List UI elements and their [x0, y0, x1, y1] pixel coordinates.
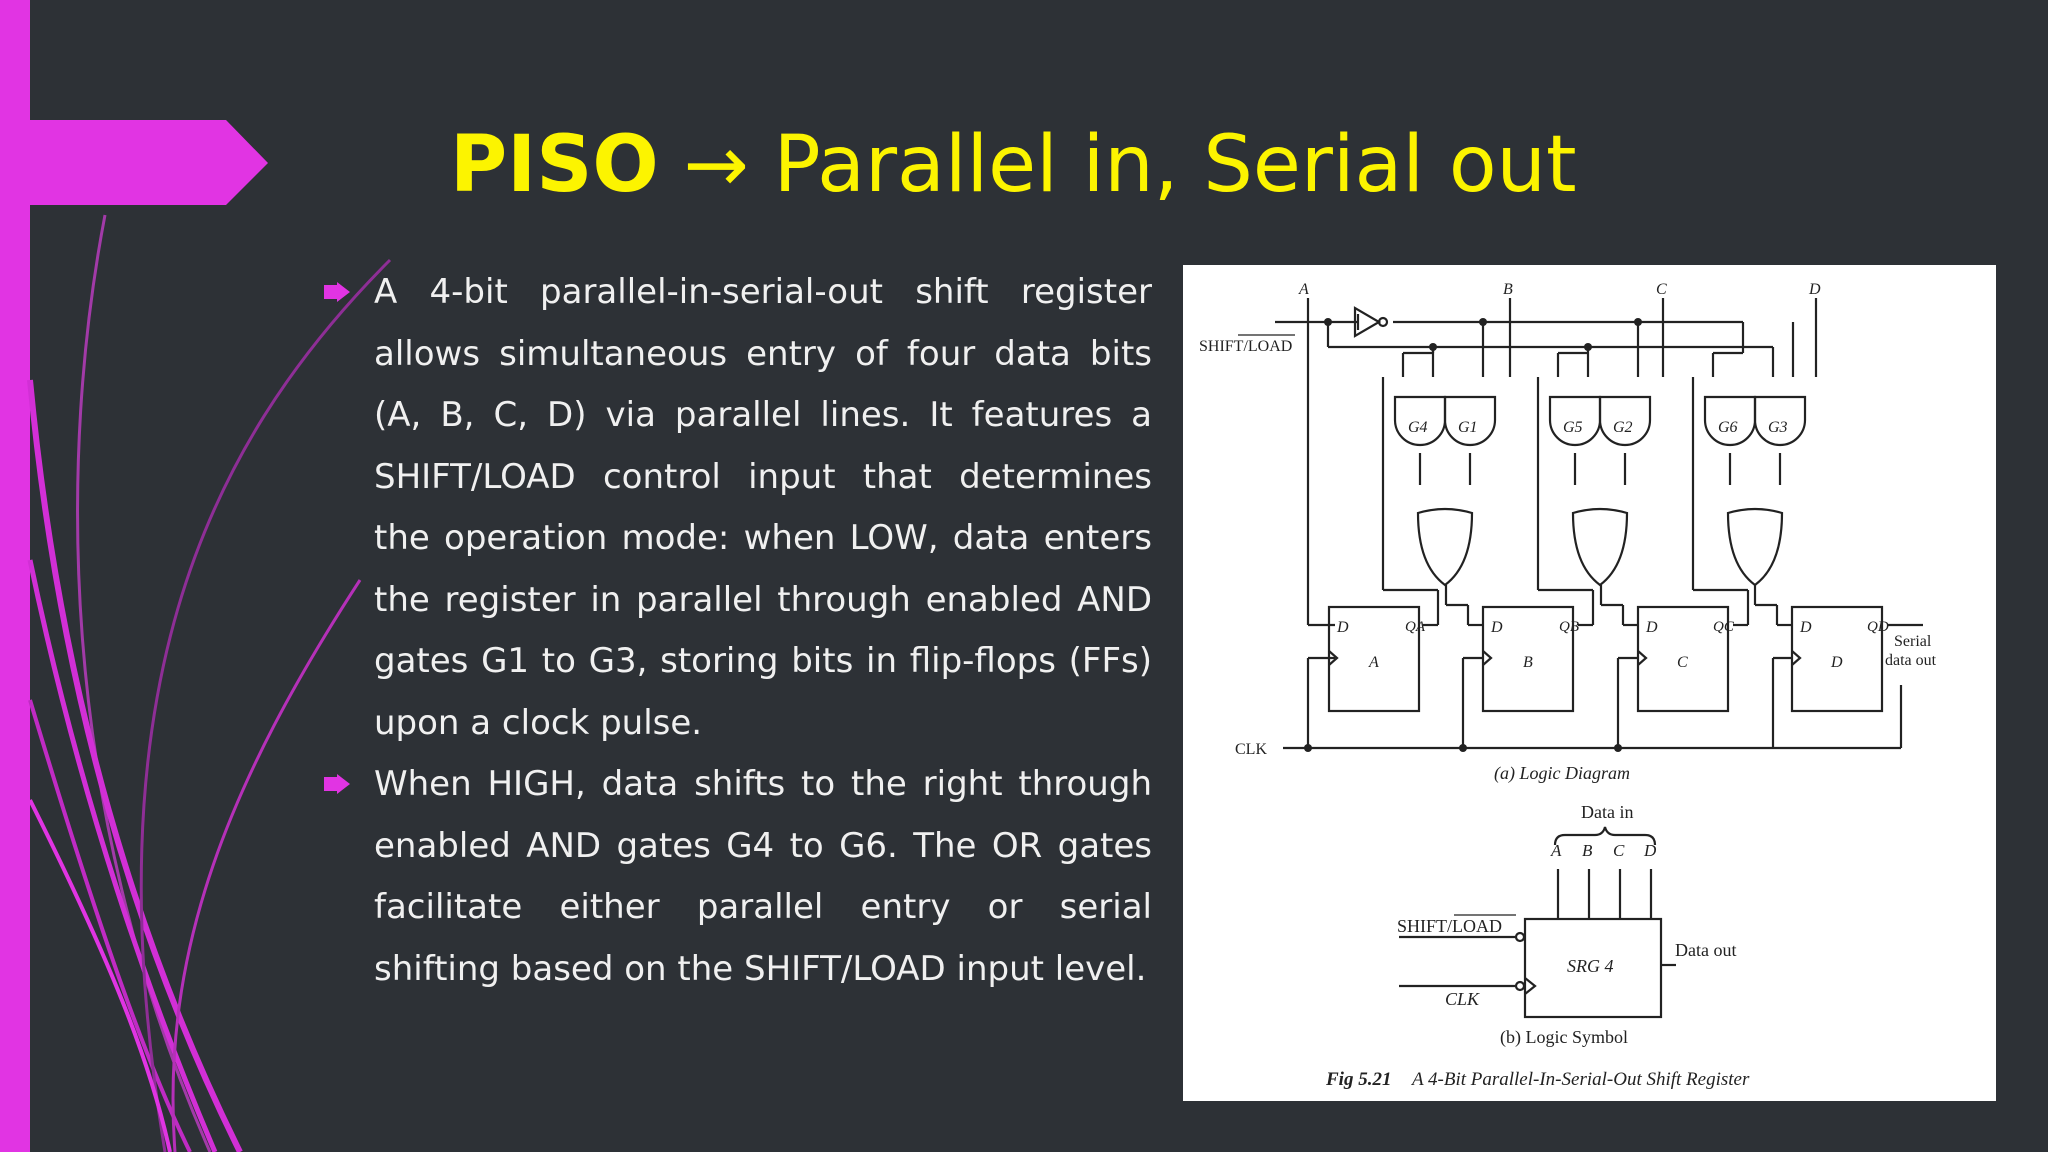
fig-caption: A 4-Bit Parallel-In-Serial-Out Shift Register — [1412, 1069, 1750, 1090]
ff-d-label: D — [1800, 619, 1812, 636]
title-arrow-tab — [0, 0, 270, 210]
symbol-shift-load-label: SHIFT/LOAD — [1397, 916, 1503, 936]
ff-q-label: QD — [1867, 619, 1889, 635]
clk-label: CLK — [1235, 741, 1267, 758]
slide-title — [450, 115, 1750, 215]
ff-name: D — [1831, 654, 1843, 671]
symbol-clk-label: CLK — [1445, 989, 1480, 1009]
ff-q-label: QA — [1405, 619, 1425, 635]
input-c-label: C — [1656, 281, 1667, 298]
piso-figure — [1183, 265, 1996, 1101]
symbol-input-c: C — [1613, 841, 1625, 860]
ff-d-label: D — [1337, 619, 1349, 636]
ff-name: C — [1677, 654, 1688, 671]
ff-d-label: D — [1491, 619, 1503, 636]
caption-b: (b) Logic Symbol — [1500, 1027, 1628, 1047]
input-a-label: A — [1299, 281, 1309, 298]
bullet-list — [320, 262, 1152, 1000]
symbol-input-b: B — [1582, 841, 1593, 860]
serial-out-label-2: data out — [1885, 652, 1937, 669]
shift-load-label: SHIFT/LOAD — [1199, 338, 1293, 355]
serial-out-label: Serial — [1894, 633, 1932, 650]
fig-number: Fig 5.21 — [1326, 1069, 1392, 1090]
ff-name: A — [1369, 654, 1379, 671]
symbol-name: SRG 4 — [1567, 956, 1614, 976]
ff-q-label: QB — [1559, 619, 1579, 635]
gate-label: G1 — [1458, 419, 1478, 436]
caption-a: (a) Logic Diagram — [1494, 763, 1630, 783]
data-out-label: Data out — [1675, 940, 1737, 960]
arrow-bullet-icon — [324, 774, 350, 794]
arrow-bullet-icon — [324, 282, 350, 302]
title-bold: PISO — [450, 120, 659, 210]
gate-label: G3 — [1768, 419, 1788, 436]
bullet-text: When HIGH, data shifts to the right through enabled AND gates G4 to G6. The OR gates facilitate either parallel entry or serial shifting based on the SHIFT/LOAD input level. — [374, 764, 1152, 989]
symbol-input-d: D — [1644, 841, 1657, 860]
bullet-item — [320, 754, 1152, 1000]
ff-name: B — [1523, 654, 1533, 671]
bullet-item — [320, 262, 1152, 754]
junction-dots — [1304, 318, 1642, 752]
input-d-label: D — [1809, 281, 1821, 298]
data-in-label: Data in — [1581, 802, 1634, 822]
symbol-input-a: A — [1551, 841, 1562, 860]
ff-q-label: QC — [1713, 619, 1734, 635]
gate-label: G6 — [1718, 419, 1738, 436]
gate-label: G4 — [1408, 419, 1428, 436]
diagram-labels — [1199, 281, 1937, 1090]
gate-label: G5 — [1563, 419, 1583, 436]
gate-label: G2 — [1613, 419, 1633, 436]
input-b-label: B — [1503, 281, 1513, 298]
title-rest: → Parallel in, Serial out — [683, 120, 1577, 210]
piso-diagram — [1183, 265, 1996, 1101]
ff-d-label: D — [1646, 619, 1658, 636]
bullet-text: A 4-bit parallel-in-serial-out shift register allows simultaneous entry of four data bits (A, B, C, D) via parallel lines. It features a SHIFT/LOAD control input that determines the operation mode: when LOW, data enters the register in parallel through enabled AND gates G1 to G3, storing bits in flip-flops (FFs) upon a clock pulse. — [374, 272, 1152, 743]
